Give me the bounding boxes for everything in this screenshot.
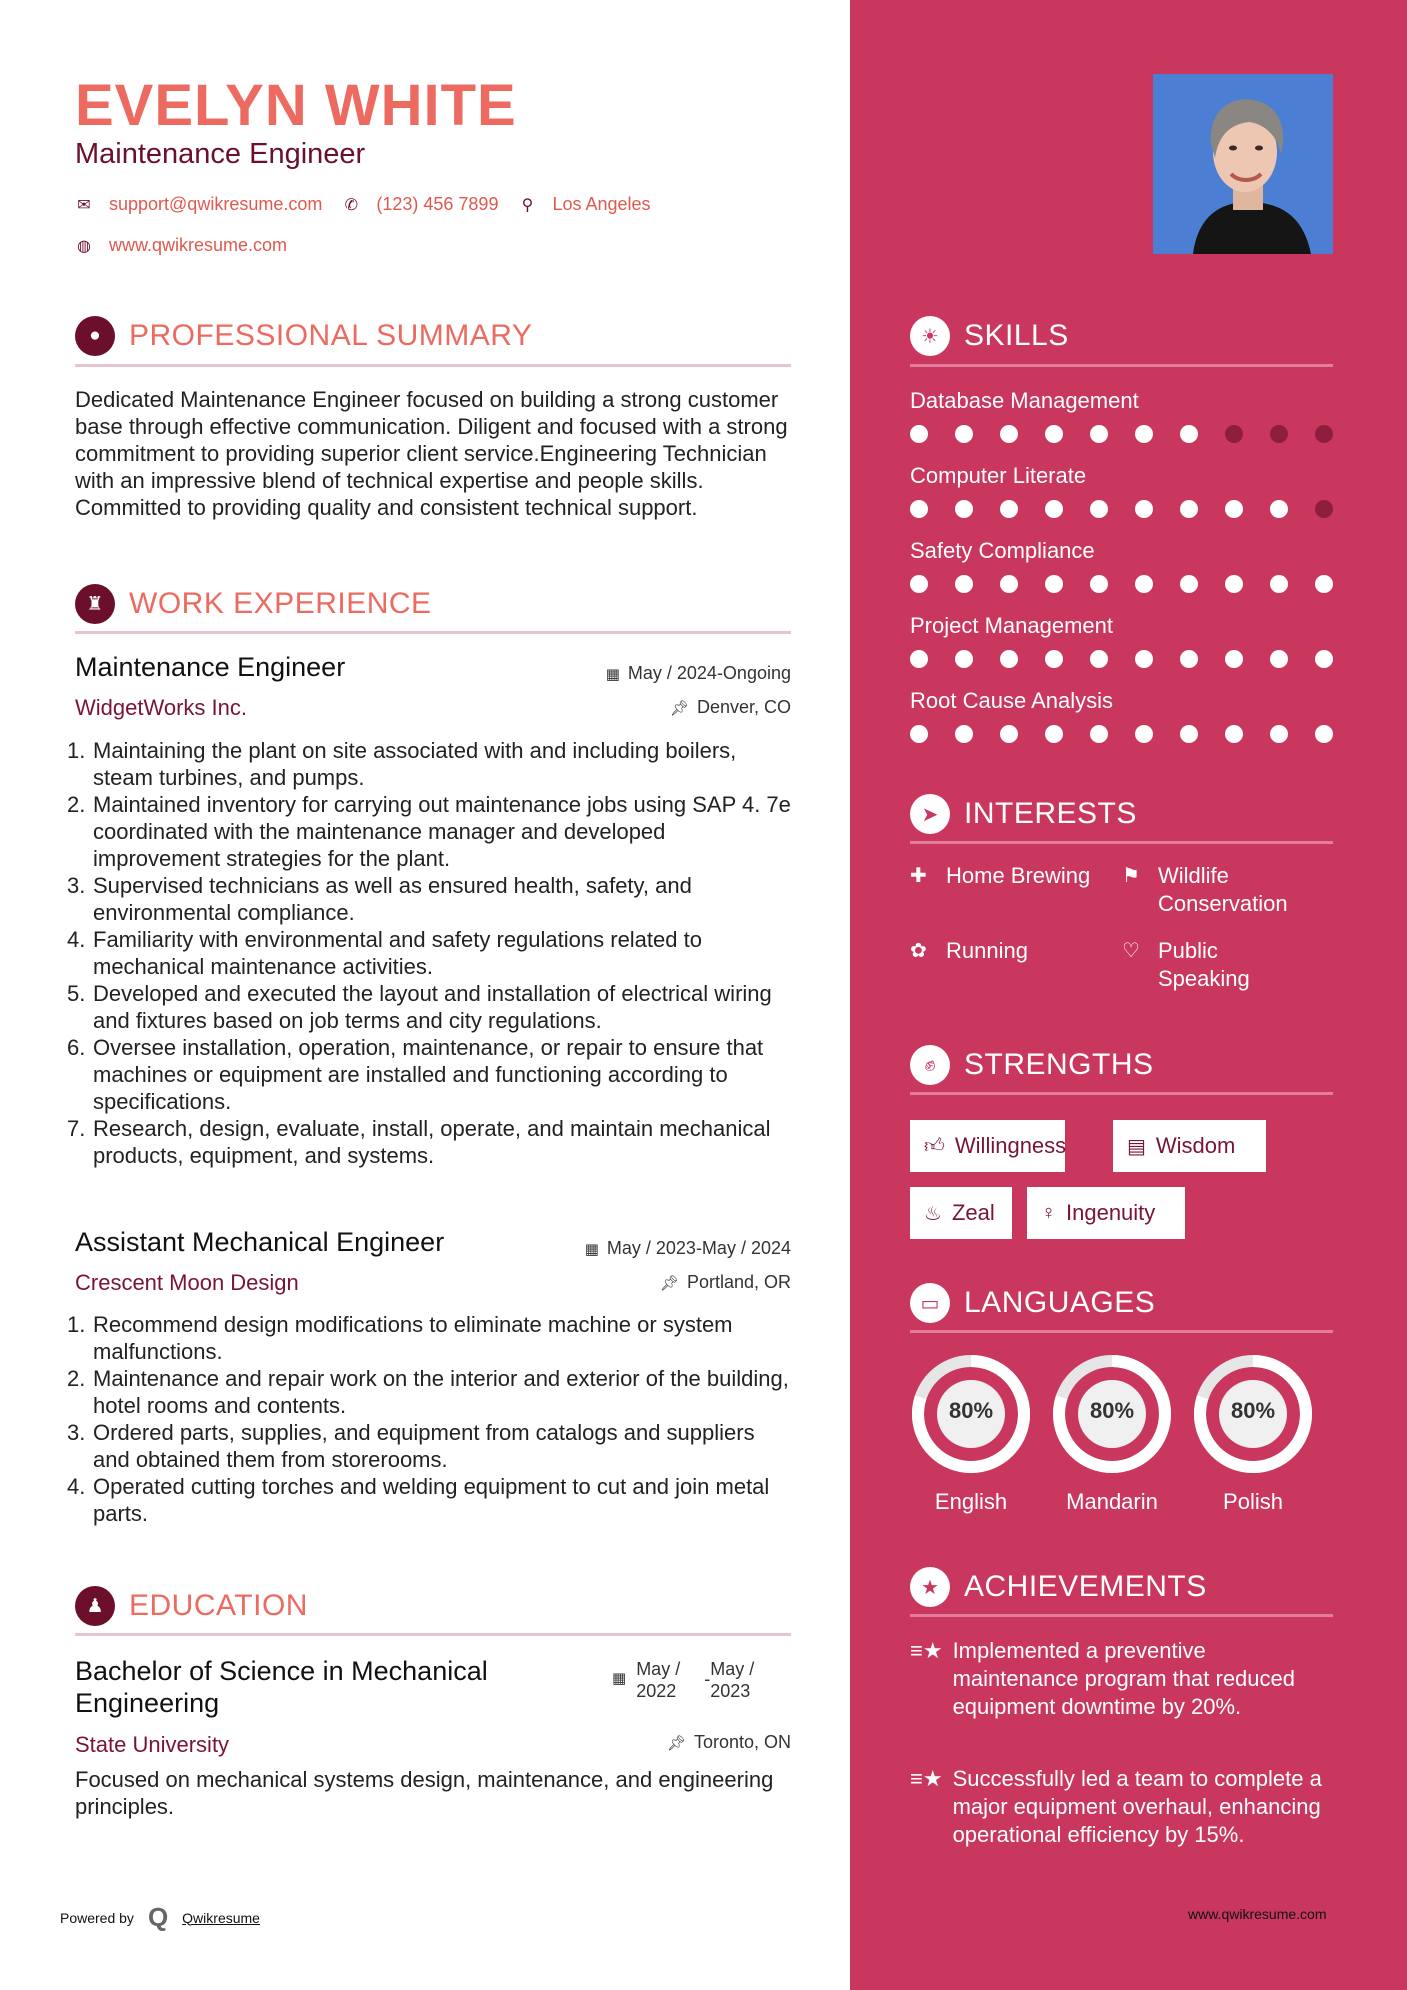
skill-dot — [1315, 650, 1333, 668]
skill-name: Database Management — [910, 388, 1139, 413]
interest-item: ✚ Home Brewing — [910, 863, 1091, 888]
pushpin-icon: 📌︎ — [659, 1274, 679, 1292]
footer-website[interactable]: www.qwikresume.com — [1188, 1906, 1327, 1922]
skills-divider — [910, 364, 1333, 367]
education-text: Focused on mechanical systems design, maintenance, and engineering principles. — [75, 1767, 774, 1819]
contact-location: Los Angeles — [552, 194, 651, 214]
achievements-heading — [910, 1567, 1333, 1607]
skill-dot — [1180, 575, 1198, 593]
list-item: 4. Operated cutting torches and welding equipment to cut and join metal parts. — [67, 1474, 770, 1526]
strengths-heading — [910, 1045, 1333, 1085]
skill-dot — [1225, 650, 1243, 668]
list-item: 2. Maintenance and repair work on the interior and exterior of the building, hotel rooms and contents. — [67, 1366, 789, 1418]
skill-dot — [1225, 425, 1243, 443]
education-heading — [75, 1586, 791, 1626]
skill-dot — [1090, 650, 1108, 668]
fist-icon: ✊︎ — [910, 1045, 950, 1085]
skill-dot — [1225, 500, 1243, 518]
skill-dot — [1000, 575, 1018, 593]
skill-dot — [1090, 500, 1108, 518]
skill-dot — [1090, 575, 1108, 593]
list-item: 1. Maintaining the plant on site associated with and including boilers, steam turbines, and pumps. — [67, 738, 737, 790]
language-item — [1192, 1353, 1314, 1515]
languages-heading — [910, 1283, 1333, 1323]
skill-dot — [1045, 725, 1063, 743]
job-title: Maintenance Engineer — [75, 652, 346, 682]
interests-heading — [910, 794, 1333, 834]
summary-text: Dedicated Maintenance Engineer focused on building a strong customer base through effective communication. Diligent and focused with a strong commitment to providing superior client service.Engineering Technician with an impressive blend of technical expertise and people skills. Committed to providing quality and consistent technical support. — [75, 387, 788, 520]
job-title: Assistant Mechanical Engineer — [75, 1227, 445, 1257]
list-item: 3. Ordered parts, supplies, and equipment from catalogs and suppliers and obtained them from storerooms. — [67, 1420, 755, 1472]
candidate-name: EVELYN WHITE — [75, 73, 517, 138]
profile-photo — [1153, 74, 1333, 254]
skill-dot — [1270, 725, 1288, 743]
degree-line-1: Bachelor of Science in Mechanical — [75, 1656, 488, 1686]
interest-item: ✿ Running — [910, 938, 1028, 963]
interests-divider — [910, 841, 1333, 844]
skill-dot — [1045, 650, 1063, 668]
skill-dot — [1135, 650, 1153, 668]
job-date — [606, 663, 791, 684]
skill-dot — [910, 425, 928, 443]
skill-dot — [1270, 425, 1288, 443]
skill-dot — [955, 650, 973, 668]
star-badge-icon: ★ — [910, 1567, 950, 1607]
candidate-role: Maintenance Engineer — [75, 138, 366, 170]
skill-dot — [1315, 725, 1333, 743]
powered-by — [60, 1902, 260, 1933]
pushpin-icon: 📌︎ — [669, 699, 689, 717]
skill-dot — [1225, 725, 1243, 743]
paw-icon: ✿ — [910, 940, 927, 962]
contact-row-2 — [75, 235, 287, 256]
thumbs-up-icon: 👍︎ — [924, 1135, 945, 1157]
education-date — [612, 1658, 754, 1702]
achievement-item: ≡★ Implemented a preventive maintenance program that reduced equipment downtime by 20%. — [910, 1638, 1295, 1719]
achievements-divider — [910, 1614, 1333, 1617]
skill-dot — [1000, 650, 1018, 668]
languages-divider — [910, 1330, 1333, 1333]
calendar-icon: ▦ — [612, 1670, 627, 1687]
skill-dot — [1135, 575, 1153, 593]
skill-dot — [1315, 500, 1333, 518]
paper-plane-icon: ➤ — [910, 794, 950, 834]
education-location — [667, 1732, 791, 1753]
skill-dot — [955, 725, 973, 743]
languages-title: LANGUAGES — [964, 1286, 1156, 1319]
language-percent: 80% — [1089, 1398, 1135, 1423]
strength-chip: 👍︎ Willingness — [910, 1120, 1065, 1172]
list-item: 5. Developed and executed the layout and installation of electrical wiring and fixtures based on job terms and city regulations. — [67, 981, 772, 1033]
powered-by-label: Powered by — [60, 1909, 134, 1926]
strengths-title: STRENGTHS — [964, 1048, 1154, 1081]
book-icon: ▤ — [1127, 1135, 1146, 1158]
list-item: 1. Recommend design modifications to eliminate machine or system malfunctions. — [67, 1312, 733, 1364]
strength-chip: ♀ Ingenuity — [1027, 1187, 1185, 1239]
skill-dot — [910, 725, 928, 743]
experience-divider — [75, 631, 791, 634]
skill-dot — [1045, 500, 1063, 518]
location-pin-icon: ⚲ — [521, 196, 534, 214]
skill-dot — [1000, 500, 1018, 518]
job-location-text: Denver, CO — [696, 697, 791, 717]
job-company: Crescent Moon Design — [75, 1270, 299, 1295]
school-name: State University — [75, 1732, 230, 1757]
strength-chip: ♨ Zeal — [910, 1187, 1012, 1239]
fire-icon: ♨ — [924, 1202, 942, 1225]
skill-name: Root Cause Analysis — [910, 688, 1113, 713]
skill-dot — [1000, 425, 1018, 443]
job-location — [660, 1272, 791, 1293]
chair-icon: ♜ — [75, 584, 115, 624]
skill-dot — [1135, 725, 1153, 743]
contact-email[interactable]: support@qwikresume.com — [109, 194, 323, 214]
interest-item: ♡ Public Speaking — [1122, 938, 1250, 991]
education-date-separator: - — [704, 1669, 711, 1689]
skill-name: Project Management — [910, 613, 1113, 638]
job-location-text: Portland, OR — [686, 1272, 791, 1292]
skill-rating — [910, 650, 1360, 668]
skill-dot — [1270, 650, 1288, 668]
language-name: English — [934, 1489, 1008, 1514]
skill-dot — [1000, 725, 1018, 743]
skill-dot — [1090, 725, 1108, 743]
pushpin-icon: 📌︎ — [666, 1734, 686, 1752]
skill-dot — [1090, 425, 1108, 443]
calendar-icon: ▦ — [605, 665, 620, 683]
lightbulb-icon: ☀ — [910, 316, 950, 356]
job-bullets — [67, 737, 795, 1169]
education-date-start: May / 2022 — [636, 1659, 681, 1701]
heartbeat-icon: ♡ — [1122, 940, 1140, 962]
strength-chip: ▤ Wisdom — [1113, 1120, 1266, 1172]
puzzle-icon: ✚ — [910, 865, 927, 887]
contact-website[interactable]: www.qwikresume.com — [109, 235, 288, 255]
calendar-icon: ▦ — [584, 1240, 599, 1258]
skill-dot — [910, 650, 928, 668]
skill-rating — [910, 425, 1360, 443]
job-company: WidgetWorks Inc. — [75, 695, 247, 720]
interests-title: INTERESTS — [964, 797, 1137, 830]
skill-dot — [1180, 650, 1198, 668]
achievement-item: ≡★ Successfully led a team to complete a major equipment overhaul, enhancing operational efficiency by 15%. — [910, 1766, 1322, 1847]
experience-title: WORK EXPERIENCE — [129, 587, 432, 620]
language-item — [1051, 1353, 1173, 1515]
brand-link[interactable]: Qwikresume — [182, 1909, 260, 1926]
skill-dot — [955, 575, 973, 593]
skill-dot — [1270, 500, 1288, 518]
experience-heading — [75, 584, 791, 624]
language-icon: ▭ — [910, 1283, 950, 1323]
degree-line-2: Engineering — [75, 1688, 220, 1718]
interest-item: ⚑ Wildlife Conservation — [1122, 863, 1288, 916]
skill-dot — [1135, 500, 1153, 518]
list-item: 4. Familiarity with environmental and safety regulations related to mechanical maintenance activities. — [67, 927, 702, 979]
summary-divider — [75, 364, 791, 367]
skills-title: SKILLS — [964, 319, 1069, 352]
skill-dot — [1045, 425, 1063, 443]
language-name: Mandarin — [1066, 1489, 1158, 1514]
lightbulb-icon: ♀ — [1041, 1201, 1056, 1224]
skill-dot — [1315, 425, 1333, 443]
skill-dot — [955, 425, 973, 443]
skill-dot — [1135, 425, 1153, 443]
skill-dot — [910, 500, 928, 518]
education-location-text: Toronto, ON — [693, 1732, 791, 1752]
language-percent: 80% — [1230, 1398, 1276, 1423]
flag-icon: ⚑ — [1122, 865, 1140, 887]
job-bullets — [67, 1311, 795, 1527]
contact-row-1 — [75, 194, 651, 215]
education-divider — [75, 1633, 791, 1636]
contact-phone[interactable]: (123) 456 7899 — [376, 194, 499, 214]
language-percent: 80% — [948, 1398, 994, 1423]
skill-dot — [1180, 500, 1198, 518]
language-name: Polish — [1223, 1489, 1283, 1514]
skills-heading — [910, 316, 1333, 356]
job-date-text: May / 2024-Ongoing — [627, 663, 791, 683]
list-item: 2. Maintained inventory for carrying out maintenance jobs using SAP 4. 7e coordinated with the maintenance manager and developed improvement strategies for the plant. — [67, 792, 791, 871]
phone-icon: ✆ — [344, 196, 359, 214]
achievements-title: ACHIEVEMENTS — [964, 1570, 1207, 1603]
profile-photo-illustration — [1153, 74, 1333, 254]
skill-dot — [955, 500, 973, 518]
shooting-star-icon: ≡★ — [910, 1638, 943, 1663]
skill-name: Safety Compliance — [910, 538, 1095, 563]
job-date-text: May / 2023-May / 2024 — [606, 1238, 791, 1258]
language-item — [910, 1353, 1032, 1515]
skill-dot — [1270, 575, 1288, 593]
list-item: 6. Oversee installation, operation, maintenance, or repair to ensure that machines or equipment are installed and functioning according to specifications. — [67, 1035, 764, 1114]
skill-rating — [910, 500, 1360, 518]
envelope-icon: ✉ — [77, 196, 91, 214]
globe-icon: ◍ — [77, 237, 91, 255]
skill-dot — [910, 575, 928, 593]
summary-heading — [75, 316, 791, 356]
list-item: 3. Supervised technicians as well as ensured health, safety, and environmental compliance. — [67, 873, 692, 925]
strengths-divider — [910, 1092, 1333, 1095]
skill-rating — [910, 575, 1360, 593]
job-location — [670, 697, 791, 718]
skill-name: Computer Literate — [910, 463, 1087, 488]
job-date — [585, 1238, 791, 1259]
summary-title: PROFESSIONAL SUMMARY — [129, 319, 533, 352]
skill-rating — [910, 725, 1360, 743]
skill-dot — [1045, 575, 1063, 593]
education-date-end: May / 2023 — [710, 1659, 755, 1701]
graduate-icon: ♟ — [75, 1586, 115, 1626]
qwikresume-logo-icon: Q — [147, 1902, 169, 1932]
education-title: EDUCATION — [129, 1589, 308, 1622]
skill-dot — [1315, 575, 1333, 593]
skill-dot — [1180, 725, 1198, 743]
list-item: 7. Research, design, evaluate, install, operate, and maintain mechanical products, equipment, and systems. — [67, 1116, 771, 1168]
user-icon: ● — [75, 316, 115, 356]
shooting-star-icon: ≡★ — [910, 1766, 943, 1791]
degree-title — [75, 1655, 615, 1719]
skill-dot — [1225, 575, 1243, 593]
skill-dot — [1180, 425, 1198, 443]
